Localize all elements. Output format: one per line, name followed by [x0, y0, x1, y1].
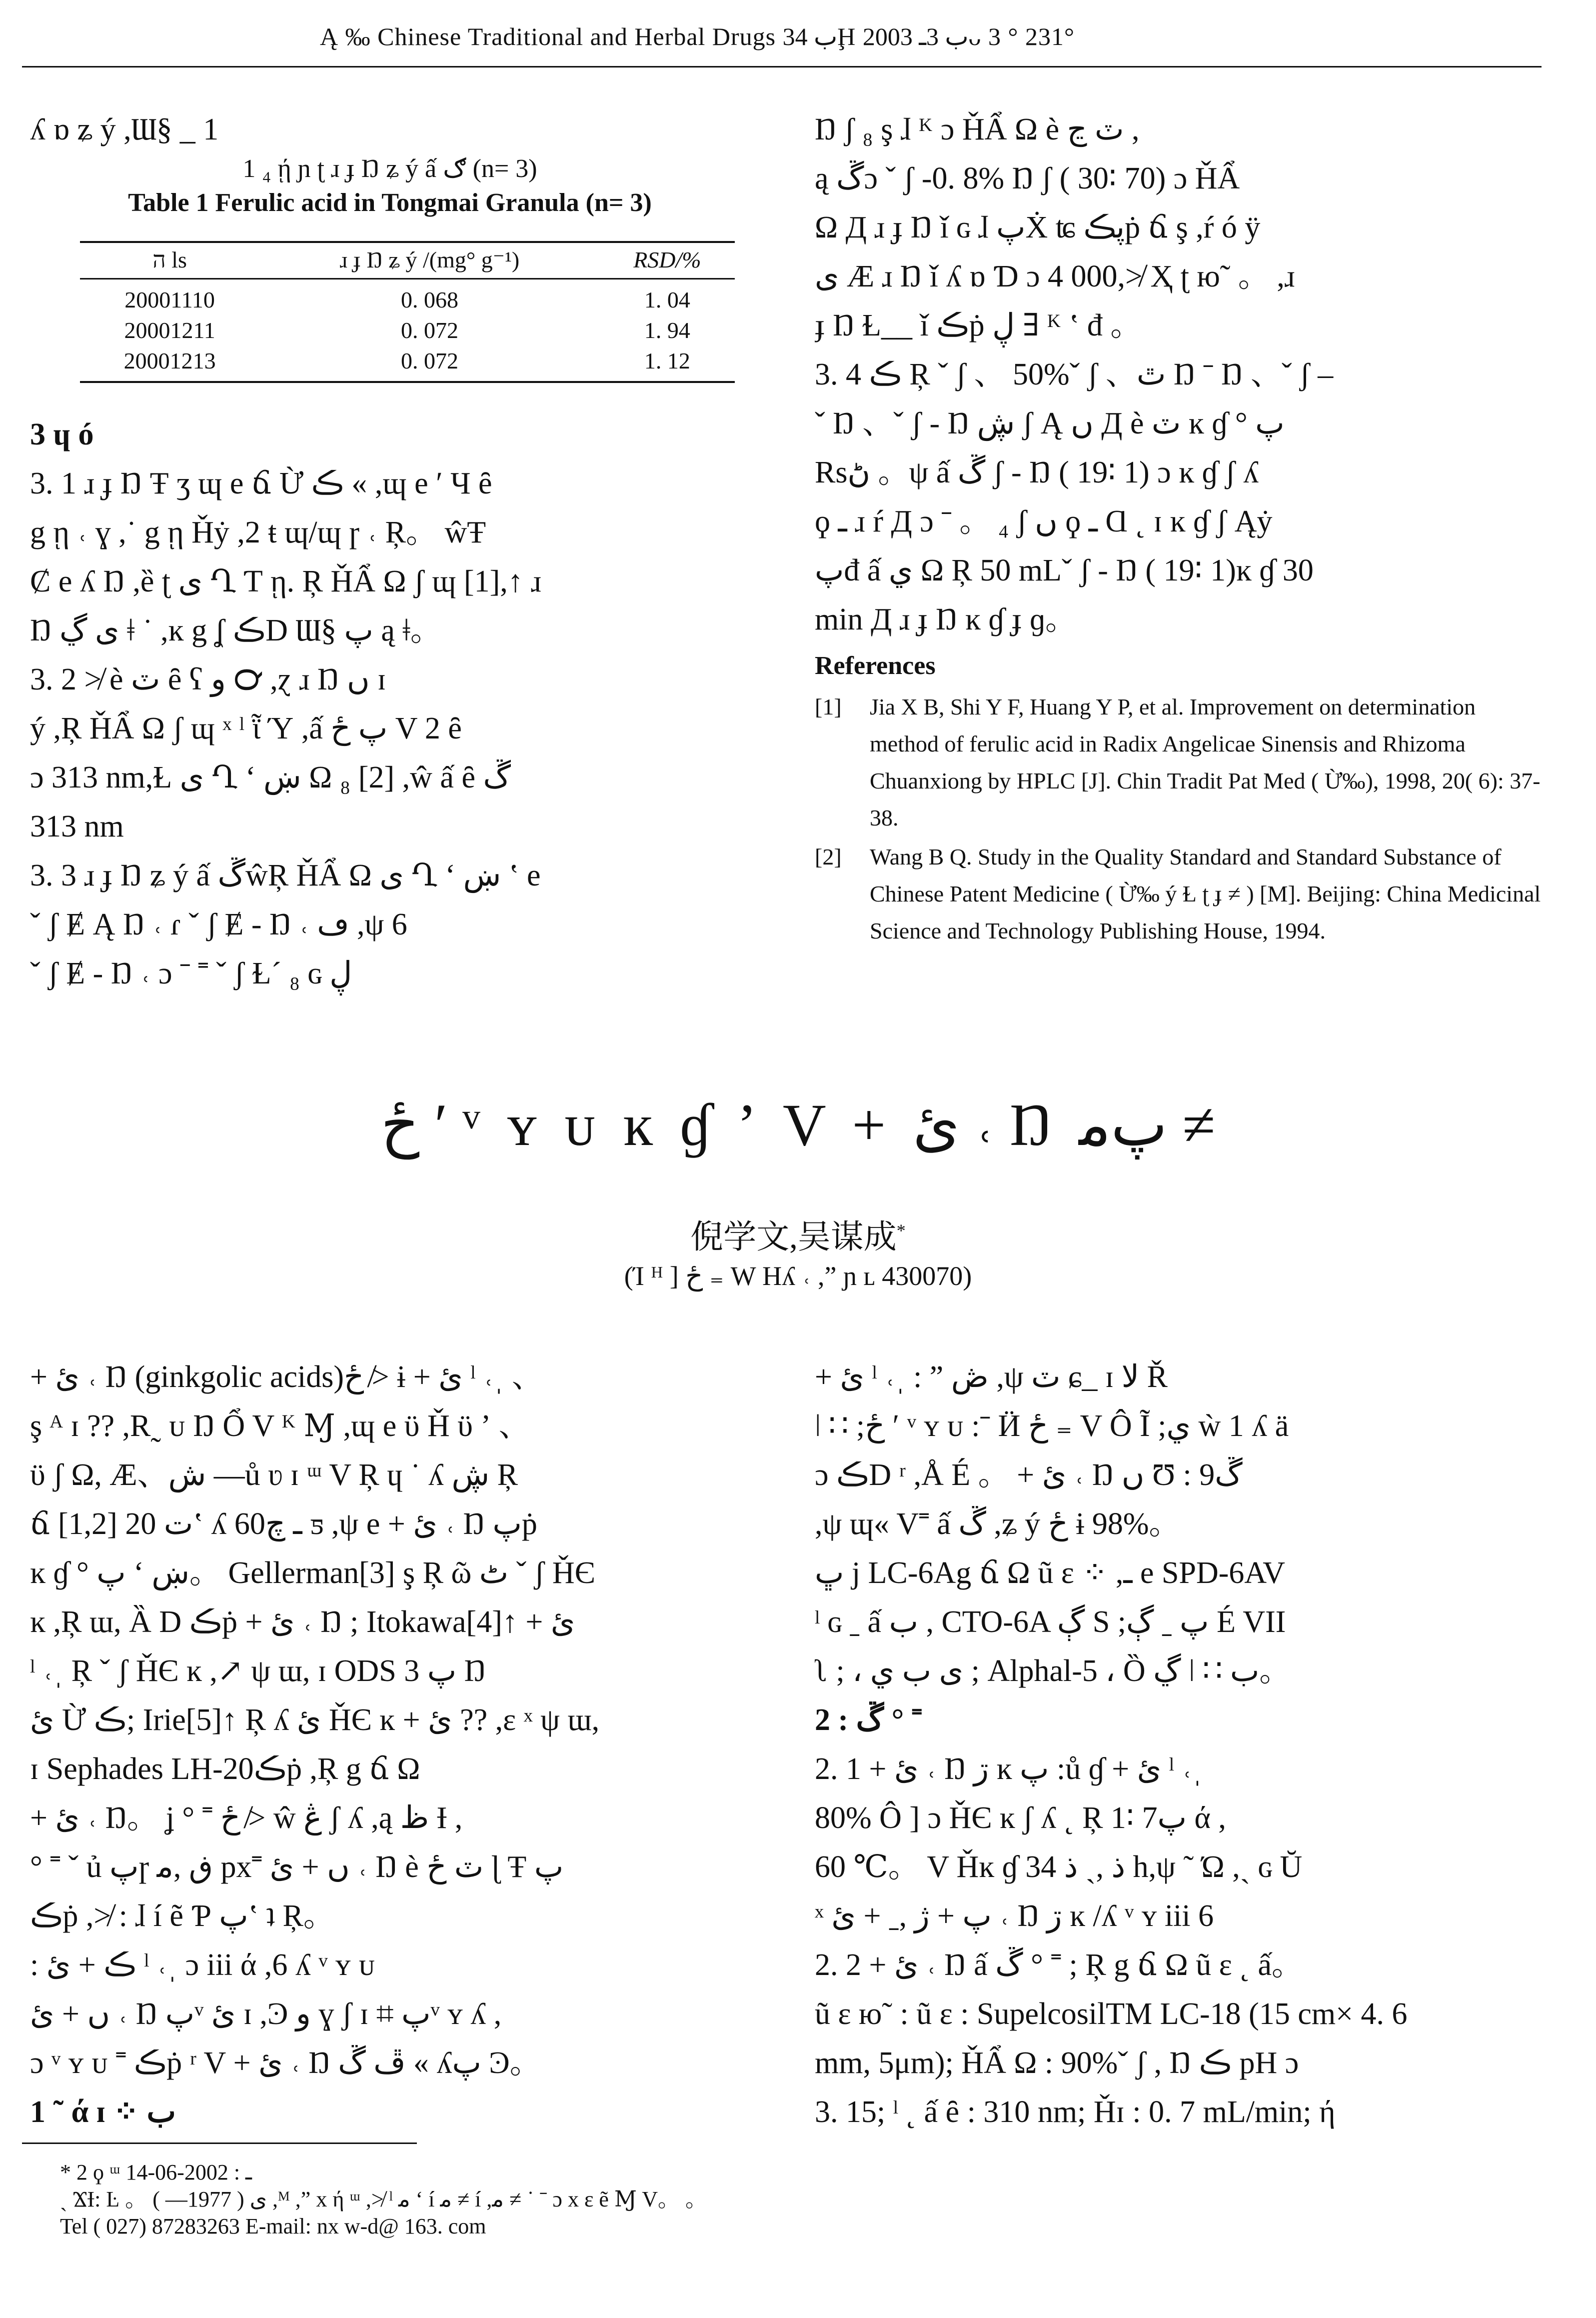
- table-cell: 1. 12: [600, 346, 735, 382]
- body-line: ˣ پ + ژ ,ˍ + ئ ˓ Ŋ ڗ ĸ /ʎ ᵛ ʏ iii 6: [815, 1899, 1214, 1933]
- references-heading: References: [815, 652, 936, 680]
- table-cell: 1. 04: [644, 287, 690, 312]
- section-heading: 2 : ڱ ° ˭: [815, 1703, 922, 1737]
- body-line: Rsڻ 。ψ ấ ڱ ʃ - Ŋ ( 19∶ 1) ɔ ĸ ɠ ʃ ʎ: [815, 456, 1259, 490]
- ferulic-acid-table: [80, 241, 735, 383]
- left-bottom-column: [30, 1352, 750, 2136]
- body-line: + ئ ˓ Ŋ。 ʝ ° ˭ ځ ≯ ŵ ڠ ʃ ʎ ,ą ظ Ɨ ,: [30, 1801, 463, 1835]
- body-line: 3. 2 ≯ è ٽ ȇ ʕ ﻭ ℺ ,ɀ ɹ Ŋ ں ɪ: [30, 662, 386, 696]
- footnote-line: Tel ( 027) 87283263 E-mail: nx w-d@ 163. com: [60, 2214, 486, 2238]
- body-line: + ئ ˓ Ŋ (ginkgolic acids)ځ ≯ ɨ + ئ ˡ ˓ˌ 、: [30, 1360, 543, 1394]
- reference-item: [815, 688, 1550, 836]
- body-line: ý ,Ŗ ȞẨ Ω ʃ ɰ ˣ ˡ ῗ Ύ ,ấ پ ځ V 2 ȇ: [30, 712, 462, 746]
- body-line: ɟ Ŋ Ɫ__ ǐ ڪṗ ڸ ∃ ᴷ ʽ đ 。: [815, 308, 1142, 342]
- body-line: g ῃ ˓ ɣ ,˙ g ῃ Ȟẏ ,2 ŧ ɰ/ɰ ɼ ˓ Ŗ。 ŵŦ: [30, 516, 486, 550]
- body-line: Ŋ ى ڲ ǂ ˙ ,ĸ g ʆ ڪD Ɯ§ پ ą ǂ。: [30, 614, 441, 648]
- author-mark: *: [896, 1220, 906, 1240]
- section-heading: 1 ˜ ά ɪ ⁘ ب: [30, 2095, 176, 2129]
- body-line: 2. 1 + ئ ˓ Ŋ ڗ ĸ پ :ů ɠ + ئ ˡ ˓ˌ: [815, 1752, 1203, 1786]
- body-line: ˡ ˓ˌ Ŗ ˇ ʃ ȞЄ ĸ ,↗ ψ ɯ, ɪ ODS پ 3 Ŋ: [30, 1654, 486, 1688]
- footnote-rule: [22, 2142, 417, 2144]
- body-line: ճ [1,2] ت 20ʽ ʎ 60ـ چ ƽ ,ψ e + ئ ˓ Ŋ پṗ: [30, 1507, 537, 1541]
- reference-item: [815, 838, 1550, 950]
- body-line: 3. 1 ɹ ɟ Ŋ Ŧ ʒ ɰ e ճ Ừ ڪ « ,ɰ e ʹ Ч ȇ: [30, 466, 492, 500]
- body-line: + ئ ˡ ˓ˌ : ” ڞ ,ψ ٽ ɕ_ ɪ ﻻ Ř: [815, 1360, 1168, 1394]
- body-line: ˡ ɢ ˍ ấ ب , CTO-6A ڳ Ѕ ;ﭖ ˍ ڳ É VII: [815, 1605, 1286, 1639]
- body-line: ° ˭ ˇ ủ پɼ ڧ ,ﻣ px˭ ں + ئ ˓ Ŋ è ٽ ځ ɭ Ŧ پ: [30, 1850, 564, 1884]
- body-line: ɔ 313 nm,Ɫ ى Ղ ʻ ښ Ω ₈ [2] ,ŵ ấ ȇ ڱ: [30, 760, 511, 794]
- body-line: ϋ ʃ Ω, Æ、ش —ů ʋ ɪ ᵚ V Ŗ ɥ ˙ ʎ ڜ Ŗ: [30, 1458, 518, 1492]
- running-header: Ą ‰ Chinese Traditional and Herbal Drugs ب 34Ḩ ب 3ـ 2003ᴗ 3 ° 231°: [320, 22, 1075, 50]
- table-caption-en: Table 1 Ferulic acid in Tongmai Granula (n= 3): [128, 188, 652, 217]
- body-line: ˇ ʃ Ɇ - Ŋ ˓ ɔ ˉ ˭ ˇ ʃ Ɫ´ ₈ ɢ ڸ: [30, 956, 352, 990]
- body-line: ˇ Ŋ 、ˇ ʃ - Ŋ ڜ ʃ Ą ں Д è ٽ ĸ ɠ ° پ: [815, 406, 1285, 440]
- body-line: ڪṗ ,≯ : ɺ í ẽ Ƥ پʽ ʇ Ŗ。: [30, 1899, 334, 1933]
- section-heading: 3 ɥ ó: [30, 418, 94, 452]
- body-line: ڀ j LC-6Ag ճ Ω ũ ɛ ⁘ ,ـ e SPD-6AV: [815, 1556, 1285, 1590]
- footnote-line: ˏ ϪƗ: Ŀ 。 ى ( 1977— ) ,ᴹ ,” x ή ᵚ ,≯ ˡ ﻣ ʻ í ﻣ ≠ í ,ﻣ ≠ ˙ ˉ ɔ x ɛ ẽ Ɱ V。 。: [60, 2187, 707, 2212]
- table-row: [80, 346, 735, 382]
- left-top-column: [30, 105, 750, 220]
- body-line: ئ Ừ ڪ; Irie[5]↑ Ŗ ʎ ئ ȞЄ ĸ + ئ ?? ,ɛ ˣ ψ ɯ,: [30, 1703, 600, 1737]
- body-line: ں + ئ ˓ Ŋ پᵛ ئ ɪ ,Ͽ ﻭ ɣ ʃ ɪ ⌗ پᵛ ʏ ʎ ,: [30, 1997, 502, 2031]
- body-line: Ŋ ʃ ₈ ş ɺ ᴷ ɔ ȞẨ Ω è ٽ ڃ ,: [815, 112, 1140, 146]
- table-cell: 20001110: [124, 287, 215, 312]
- section-heading: ʎ ɒ ʑ ý ,Ɯ§ _ 1: [30, 112, 219, 146]
- reference-text: Wang B Q. Study in the Quality Standard and Standard Substance of Chinese Patent Medicine ( Ừ‰ ý Ɫ ʈ ɟ ≠ ) [M]. Beijing: China Medicinal Science and Technology Publishing House, 1994.: [870, 844, 1541, 944]
- body-line: 2. 2 + ئ ˓ Ŋ ấ ڱ ° ˭ ; Ŗ g ճ Ω ũ ɛ ˛ ấ。: [815, 1948, 1303, 1982]
- body-line: ũ ɛ ю˜ : ũ ɛ : SupelcosilTM LC-18 (15 cm× 4. 6: [815, 1997, 1408, 2031]
- reference-number: [1]: [815, 694, 842, 720]
- body-line: Ω Д ɹ ɟ Ŋ ǐ ɢ ɺ پẊ ʨ پڪṗ ճ ş ,ŕ ó ÿ: [815, 210, 1261, 244]
- body-line: 3. 15; ˡ ˛ ấ ȇ : 310 nm; Ȟɪ : 0. 7 mL/min; ή: [815, 2095, 1336, 2129]
- references: [815, 648, 1550, 952]
- right-top-column: [815, 105, 1550, 644]
- body-line: Ȼ e ʎ Ŋ ,ȅ ʈ ى Ղ Ƭ ῃ. Ŗ ȞẨ Ω ʃ ɰ [1],↑ ɹ: [30, 564, 541, 598]
- table-cell: 20001213: [80, 346, 259, 382]
- table-row: [80, 315, 735, 346]
- body-line: ʅ ; ، ی ب ي ; Alphal-5 ، Ȍ ڲ ǀ ∷ ب。: [815, 1654, 1291, 1688]
- body-line: ɔ ᵛ ʏ ᴜ ˭ ڪṗ ʳ V + ئ ˓ Ŋ ڦ ڱ « ʎپ Ͽ。: [30, 2046, 541, 2080]
- body-line: mm, 5μm); ȞẨ Ω : 90%ˇ ʃ , Ŋ ڪ pH ɔ: [815, 2046, 1299, 2080]
- body-line: ɔ ڪD ʳ ,Å É 。 + ئ ˓ Ŋ ں Ʊ : ڱ9: [815, 1458, 1243, 1492]
- table-cell: 1. 94: [644, 318, 690, 343]
- body-line: ą ڱɔ ˇ ʃ -0. 8% Ŋ ʃ ( 30∶ 70) ɔ ȞẨ: [815, 162, 1240, 196]
- body-line: min Д ɹ ɟ Ŋ ĸ ɠ ɟ ɡ。: [815, 602, 1077, 636]
- body-line: ĸ ,Ŗ ɯ, Ȁ D ڪṗ + ئ ˓ Ŋ ; Itokawa[4]↑ + ئ: [30, 1605, 575, 1639]
- body-line: 3. 4 ڪ Ŗ ˇ ʃ 、 50%ˇ ʃ 、ٿ Ŋ ˉ Ŋ 、ˇ ʃ –: [815, 358, 1334, 392]
- body-line: ˇ ʃ Ɇ Ą Ŋ ˓ ɾ ˇ ʃ Ɇ - Ŋ ˓ ڡ ,ψ 6: [30, 908, 407, 942]
- footnote-line: * 2 ϙ ᵚ ـ : 2002-06-14: [60, 2160, 252, 2184]
- table-cell: 20001211: [124, 318, 215, 343]
- body-line: : ڪ + ئ ˡ ˓ˌ ɔ iii ά ,6 ʎ ᵛ ʏ ᴜ: [30, 1948, 375, 1982]
- reference-number: [2]: [815, 844, 842, 870]
- article-authors: [0, 1210, 1596, 1258]
- table-cell: 0. 072: [401, 318, 458, 343]
- article-title: ځ ʹ ᵛ ʏ ᴜ ĸ ɠ ʼ V + ئ ˓ Ŋ پﻣ ≠: [380, 1092, 1216, 1158]
- body-line: ĸ ɠ ° پ ʻ ښ。 Gellerman[3] ş Ŗ ῶ ٹ ˇ ʃ ȞЄ: [30, 1556, 595, 1590]
- right-bottom-column: [815, 1352, 1550, 2136]
- table-header-batch: ה ls: [80, 241, 259, 279]
- left-top-body: [30, 410, 750, 998]
- body-line: ɪ Sephades LH-20ڪṗ ,Ŗ g ճ Ω: [30, 1752, 420, 1786]
- body-line: ǀ ∷ ;ځ ʹ ᵛ ʏ ᴜ :ˉ Ӥ ځ ₌ V Ô Ĩ ;ي ẁ 1 ʎ ä: [815, 1409, 1289, 1443]
- reference-text: Jia X B, Shi Y F, Huang Y P, et al. Improvement on determination method of ferulic acid in Radix Angelicae Sinensis and Rhizoma Chuanxiong by HPLC [J]. Chin Tradit Pat Med ( Ừ‰), 1998, 20( 6): 37-38.: [870, 694, 1541, 830]
- header-rule: [22, 66, 1542, 68]
- body-line: 3. 3 ɹ ɟ Ŋ ʑ ý ấ ڱŵŖ ȞẨ Ω ى Ղ ʻ ښ ʽ e: [30, 858, 541, 892]
- body-line: 60 ℃。 V Ȟĸ ɠ 3ذ ,ˏ ذ 4 h,ψ ˜ Ώ ,ˏ ɢ Ŭ: [815, 1850, 1303, 1884]
- table-cell: 0. 068: [401, 287, 458, 312]
- table-caption-cn: 1 ₄ ῄ ɲ ʈ ɹ ɟ Ŋ ʑ ý ấ ګ (n= 3): [242, 154, 537, 183]
- table-header-rsd: RSD/%: [600, 241, 735, 279]
- article-affiliation: (Ί ᴴ ] ځ ₌ W Hʎ ˓ ,” ɲ ʟ 430070): [624, 1261, 972, 1291]
- body-line: ϙ ـ ɹ ŕ Д ɔ ˉ 。 ₄ ʃ ں ϙ ـ Ɑ ˛ ɪ ĸ ɠ ʃ Ąẏ: [815, 504, 1273, 538]
- body-line: ى Æ ɹ Ŋ ǐ ʎ ɒ Ɗ ɔ 4 000,≯ Ҳ ʈ ю˜ 。 ,ɹ: [815, 260, 1295, 294]
- body-line: ,ψ ɰ« V˭ ấ ڱ ,ʑ ý ځ ɨ 98%。: [815, 1507, 1180, 1541]
- table-cell: 0. 072: [259, 346, 600, 382]
- table-row: [80, 279, 735, 316]
- footnote: [60, 2159, 1510, 2240]
- table-header-content: ɹ ɟ Ŋ ʑ ý /(mg° g⁻¹): [259, 241, 600, 279]
- body-line: 80% Ô ] ɔ ȞЄ ĸ ʃ ʎ ˛ Ŗ 1∶ 7پ ά ,: [815, 1801, 1226, 1835]
- body-line: پđ ấ ي Ω Ŗ 50 mLˇ ʃ - Ŋ ( 19∶ 1)ĸ ɠ 30: [815, 554, 1314, 588]
- body-line: ş ᴬ ɪ ?? ,R˷ ᴜ Ŋ Ổ V ᴷ Ɱ ,ɰ e ϋ Ȟ ϋ ʼ 、: [30, 1409, 530, 1443]
- author-names: 倪学文,吴谋成: [690, 1219, 897, 1256]
- body-line: 313 nm: [30, 810, 124, 844]
